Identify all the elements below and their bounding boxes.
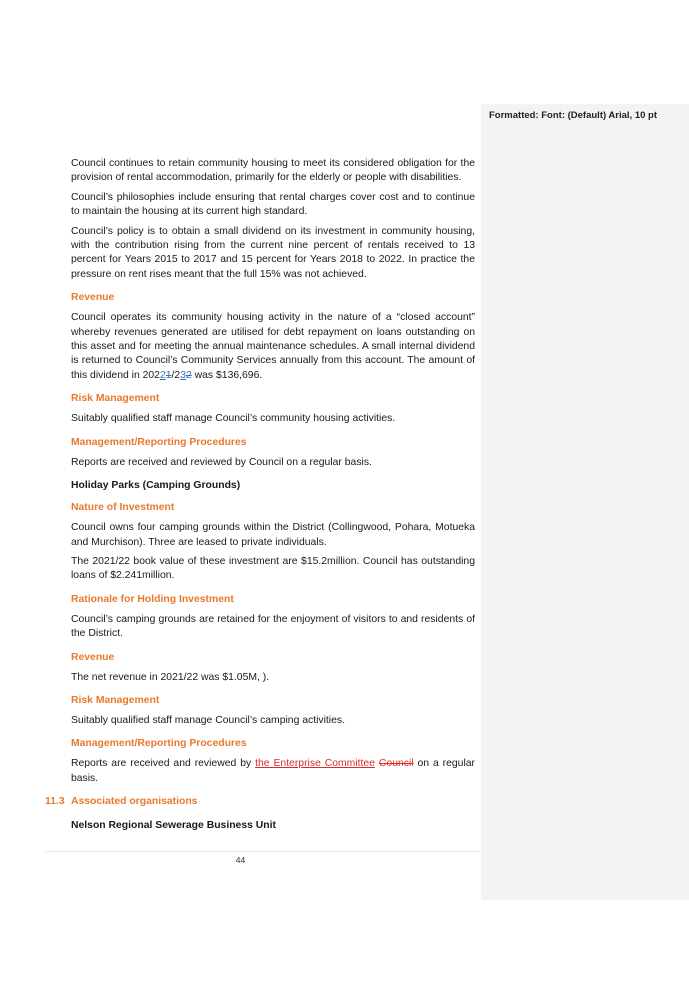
paragraph-philosophies: Council’s philosophies include ensuring that rental charges cover cost and to continue to maintain the housing at its current high standard. (71, 191, 475, 218)
section-number: 11.3 (45, 796, 65, 808)
heading-revenue: Revenue (71, 292, 115, 304)
heading-risk-management: Risk Management (71, 694, 160, 706)
footer-divider (44, 851, 481, 852)
page-number: 44 (235, 855, 246, 865)
paragraph-camping-grounds: Council owns four camping grounds within the District (Collingwood, Pohara, Motueka and Murchison). Three are leased to private individuals. (71, 522, 475, 548)
heading-rationale: Rationale for Holding Investment (71, 593, 234, 605)
tracked-deletion: 2 (185, 369, 192, 381)
paragraph-closed-account: Council operates its community housing activity in the nature of a “closed account” whereby revenues generated are utilised for debt repayment on loans outstanding on this asset and for meeting the annual maintenance schedules. A small internal dividend is returned to Council’s Community Services annually from this account. The amount of this dividend in 20221/232 was $136,696. (71, 312, 475, 381)
paragraph-reports-enterprise: Reports are received and reviewed by the Enterprise Committee Council on a regular basis. (71, 758, 476, 784)
paragraph-enjoyment: Council’s camping grounds are retained for the enjoyment of visitors to and residents of the District. (71, 613, 475, 640)
paragraph-staff-housing: Suitably qualified staff manage Council’s community housing activities. (71, 413, 396, 425)
heading-management-reporting: Management/Reporting Procedures (71, 738, 247, 750)
paragraph-reports-council: Reports are received and reviewed by Council on a regular basis. (71, 456, 372, 468)
heading-risk-management: Risk Management (71, 393, 160, 405)
tracked-insertion: the Enterprise Committee (255, 758, 375, 770)
comments-pane (481, 104, 689, 900)
heading-revenue: Revenue (71, 651, 115, 663)
paragraph-net-revenue: The net revenue in 2021/22 was $1.05M, ). (71, 671, 270, 683)
paragraph-dividend-policy: Council’s policy is to obtain a small dividend on its investment in community housing, with the contribution rising from the current nine percent of rentals received to 13 percent for Years 2015 to 2017 and 15 percent for Years 2018 to 2022. In practice the pressure on rent rises meant that the full 15% was not achieved. (71, 225, 475, 280)
paragraph-book-value: The 2021/22 book value of these investment are $15.2million. Council has outstanding loans of $2.241million. (71, 555, 475, 582)
tracked-deletion: Council (378, 758, 414, 770)
document-body (45, 157, 476, 841)
tracked-insertion: 3 (180, 369, 186, 381)
heading-nature-of-investment: Nature of Investment (71, 502, 175, 514)
heading-holiday-parks: Holiday Parks (Camping Grounds) (71, 480, 241, 492)
paragraph-community-housing: Council continues to retain community housing to meet its considered obligation for the provision of rental accommodation, primarily for the elderly or people with disabilities. (71, 158, 475, 184)
formatting-balloon: Formatted: Font: (Default) Arial, 10 pt (489, 110, 658, 121)
paragraph-staff-camping: Suitably qualified staff manage Council’s camping activities. (71, 714, 345, 726)
heading-nelson-sewerage: Nelson Regional Sewerage Business Unit (71, 820, 276, 832)
section-heading-associated-organisations (45, 795, 475, 809)
heading-management-reporting: Management/Reporting Procedures (71, 436, 247, 448)
section-title: Associated organisations (71, 796, 198, 808)
tracked-insertion: 2 (159, 369, 166, 381)
tracked-deletion: 1 (165, 369, 172, 381)
